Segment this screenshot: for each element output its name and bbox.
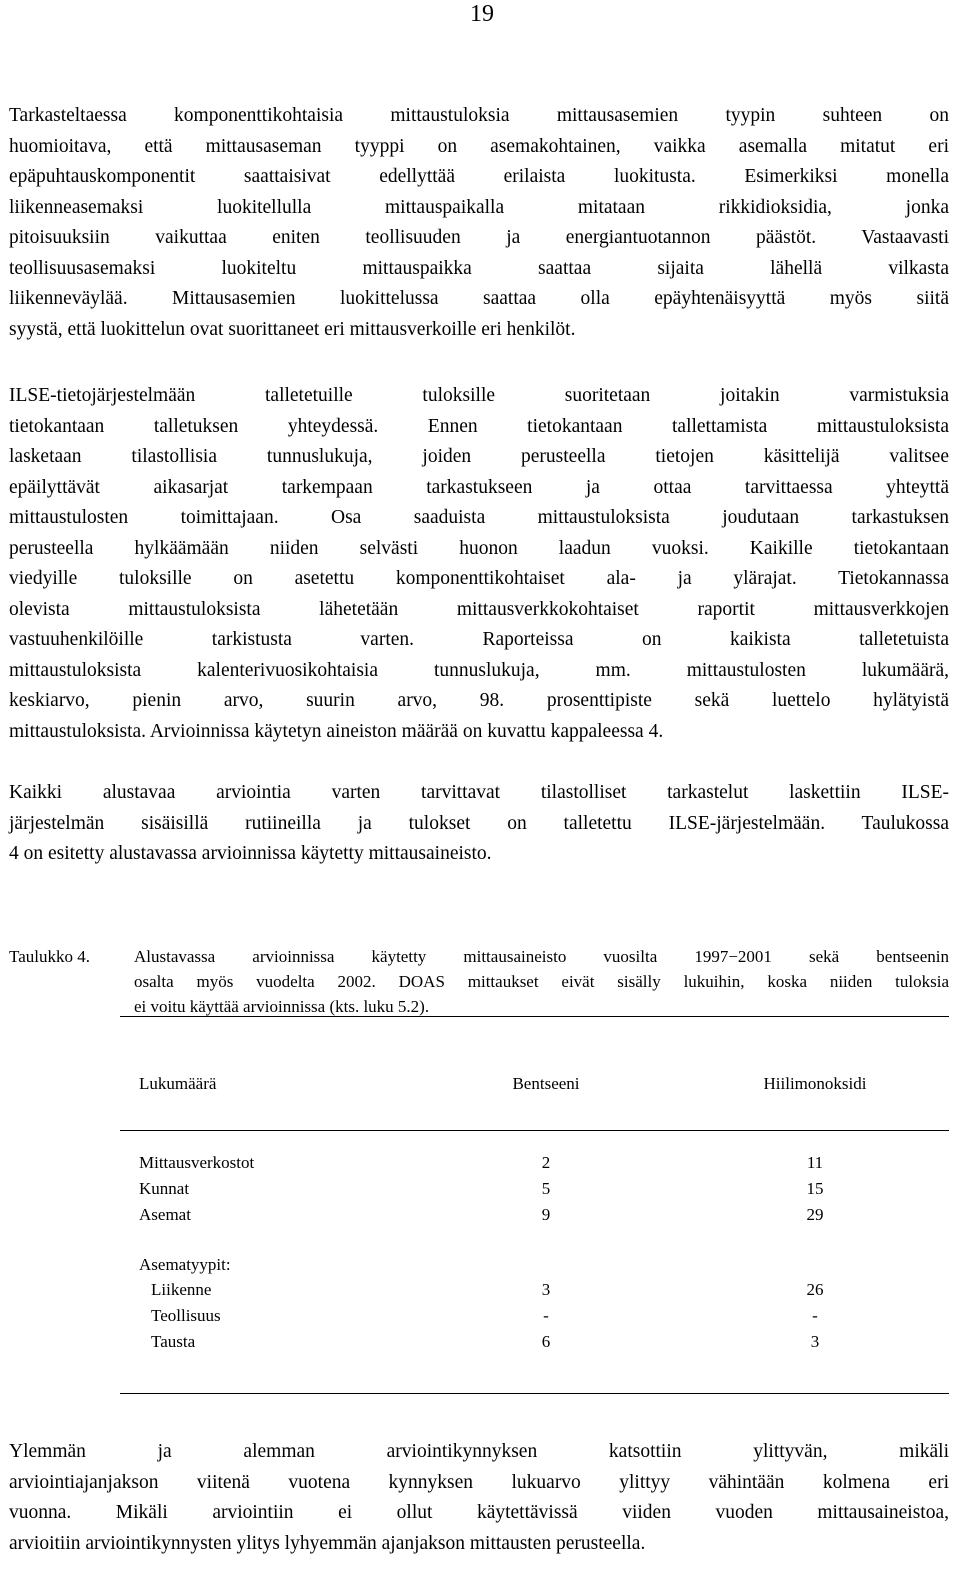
text-line: syystä, että luokittelun ovat suorittaneet eri mittausverkoille eri henkilöt. (9, 318, 576, 340)
text-line: teollisuusasemaksi luokiteltu mittauspaikka saattaa sijaita lähellä vilkasta (9, 257, 949, 279)
table-cell-hiilimonoksidi: 3 (810, 1332, 820, 1351)
table-cell-bentseeni: 2 (541, 1153, 551, 1172)
text-line: epäilyttävät aikasarjat tarkempaan tarkastukseen ja ottaa tarvittaessa yhteyttä (9, 476, 949, 498)
table-cell-name: Kunnat (139, 1179, 190, 1198)
text-line: Ylemmän ja alemman arviointikynnyksen katsottiin ylittyvän, mikäli (9, 1441, 949, 1462)
table-cell-hiilimonoksidi: 11 (806, 1153, 824, 1172)
paragraph-2 (9, 381, 949, 747)
text-line: liikenneväylää. Mittausasemien luokittelussa saattaa olla epäyhtenäisyyttä myös siitä (9, 288, 949, 309)
text-line: liikenneasemaksi luokitellulla mittauspaikalla mitataan rikkidioksidia, jonka (9, 196, 949, 218)
table-cell-hiilimonoksidi: 29 (806, 1205, 824, 1224)
text-line: järjestelmän sisäisillä rutiineilla ja tulokset on talletettu ILSE-järjestelmään. Taulukossa (9, 812, 949, 834)
text-line: Tarkasteltaessa komponenttikohtaisia mittaustuloksia mittausasemien tyypin suhteen on (9, 105, 949, 126)
text-line: perusteella hylkäämään niiden selvästi huonon laadun vuoksi. Kaikille tietokantaan (9, 537, 949, 559)
table-rule-header (120, 1130, 949, 1131)
table-cell-bentseeni: 6 (541, 1332, 551, 1351)
text-line: arviointiajanjakson viitenä vuotena kynnyksen lukuarvo ylittyy vähintään kolmena eri (9, 1471, 949, 1493)
text-line: mittaustuloksista. Arvioinnissa käytetyn aineiston määrää on kuvattu kappaleessa 4. (9, 720, 664, 742)
table-cell-bentseeni: 3 (541, 1280, 551, 1299)
text-line: mittaustuloksista kalenterivuosikohtaisia tunnuslukuja, mm. mittaustulosten lukumäärä, (9, 659, 949, 681)
page-number: 19 (470, 1, 494, 27)
text-line: 4 on esitetty alustavassa arvioinnissa käytetty mittausaineisto. (9, 843, 492, 864)
text-line: huomioitava, että mittausaseman tyyppi on asemakohtainen, vaikka asemalla mitatut eri (9, 135, 949, 157)
text-line: viedyille tuloksille on asetettu komponenttikohtaiset ala- ja ylärajat. Tietokannassa (9, 568, 949, 589)
caption-line: Alustavassa arvioinnissa käytetty mittausaineisto vuosilta 1997−2001 sekä bentseenin (134, 947, 949, 966)
paragraph-1 (9, 101, 949, 345)
text-line: lasketaan tilastollisia tunnuslukuja, joiden perusteella tietojen käsittelijä valitsee (9, 446, 949, 467)
caption-line: ei voitu käyttää arvioinnissa (kts. luku 5.2). (134, 997, 430, 1016)
text-line: vuonna. Mikäli arviointiin ei ollut käytettävissä viiden vuoden mittausaineistoa, (9, 1502, 949, 1523)
table-group-label: Asematyypit: (139, 1255, 231, 1274)
caption-text (134, 944, 949, 1019)
text-line: olevista mittaustuloksista lähetetään mittausverkkokohtaiset raportit mittausverkkojen (9, 598, 949, 620)
table-header-bentseeni: Bentseeni (512, 1074, 580, 1093)
table-cell-name: Tausta (151, 1332, 196, 1351)
table-rule-top (120, 1016, 949, 1017)
table-header-hiilimonoksidi: Hiilimonoksidi (763, 1074, 867, 1093)
paragraph-4 (9, 1437, 949, 1559)
text-line: Kaikki alustavaa arviointia varten tarvittavat tilastolliset tarkastelut laskettiin ILSE- (9, 782, 949, 803)
table-cell-name: Teollisuus (151, 1306, 221, 1325)
table-rule-bottom (120, 1393, 949, 1394)
table-header-lukumaara: Lukumäärä (139, 1074, 217, 1093)
table-cell-name: Liikenne (151, 1280, 212, 1299)
text-line: ILSE-tietojärjestelmään talletetuille tuloksille suoritetaan joitakin varmistuksia (9, 385, 949, 406)
table-cell-bentseeni: - (543, 1306, 549, 1325)
table-cell-hiilimonoksidi: 15 (806, 1179, 824, 1198)
paragraph-3 (9, 778, 949, 870)
table-cell-name: Asemat (139, 1205, 191, 1224)
text-line: epäpuhtauskomponentit saattaisivat edellyttää erilaista luokitusta. Esimerkiksi monella (9, 166, 949, 187)
table-cell-hiilimonoksidi: 26 (806, 1280, 824, 1299)
table-cell-bentseeni: 9 (541, 1205, 551, 1224)
table-cell-hiilimonoksidi: - (812, 1306, 818, 1325)
text-line: keskiarvo, pienin arvo, suurin arvo, 98. prosenttipiste sekä luettelo hylätyistä (9, 690, 949, 711)
caption-line: osalta myös vuodelta 2002. DOAS mittaukset eivät sisälly lukuihin, koska niiden tuloksia (134, 972, 949, 991)
text-line: tietokantaan talletuksen yhteydessä. Ennen tietokantaan tallettamista mittaustuloksista (9, 415, 949, 437)
text-line: pitoisuuksiin vaikuttaa eniten teollisuuden ja energiantuotannon päästöt. Vastaavasti (9, 227, 949, 248)
text-line: vastuuhenkilöille tarkistusta varten. Raporteissa on kaikista talletetuista (9, 629, 949, 650)
text-line: arvioitiin arviointikynnysten ylitys lyhyemmän ajanjakson mittausten perusteella. (9, 1532, 646, 1554)
table-cell-bentseeni: 5 (541, 1179, 551, 1198)
caption-label: Taulukko 4. (9, 947, 90, 966)
table-cell-name: Mittausverkostot (139, 1153, 255, 1172)
text-line: mittaustulosten toimittajaan. Osa saaduista mittaustuloksista joudutaan tarkastuksen (9, 507, 949, 528)
